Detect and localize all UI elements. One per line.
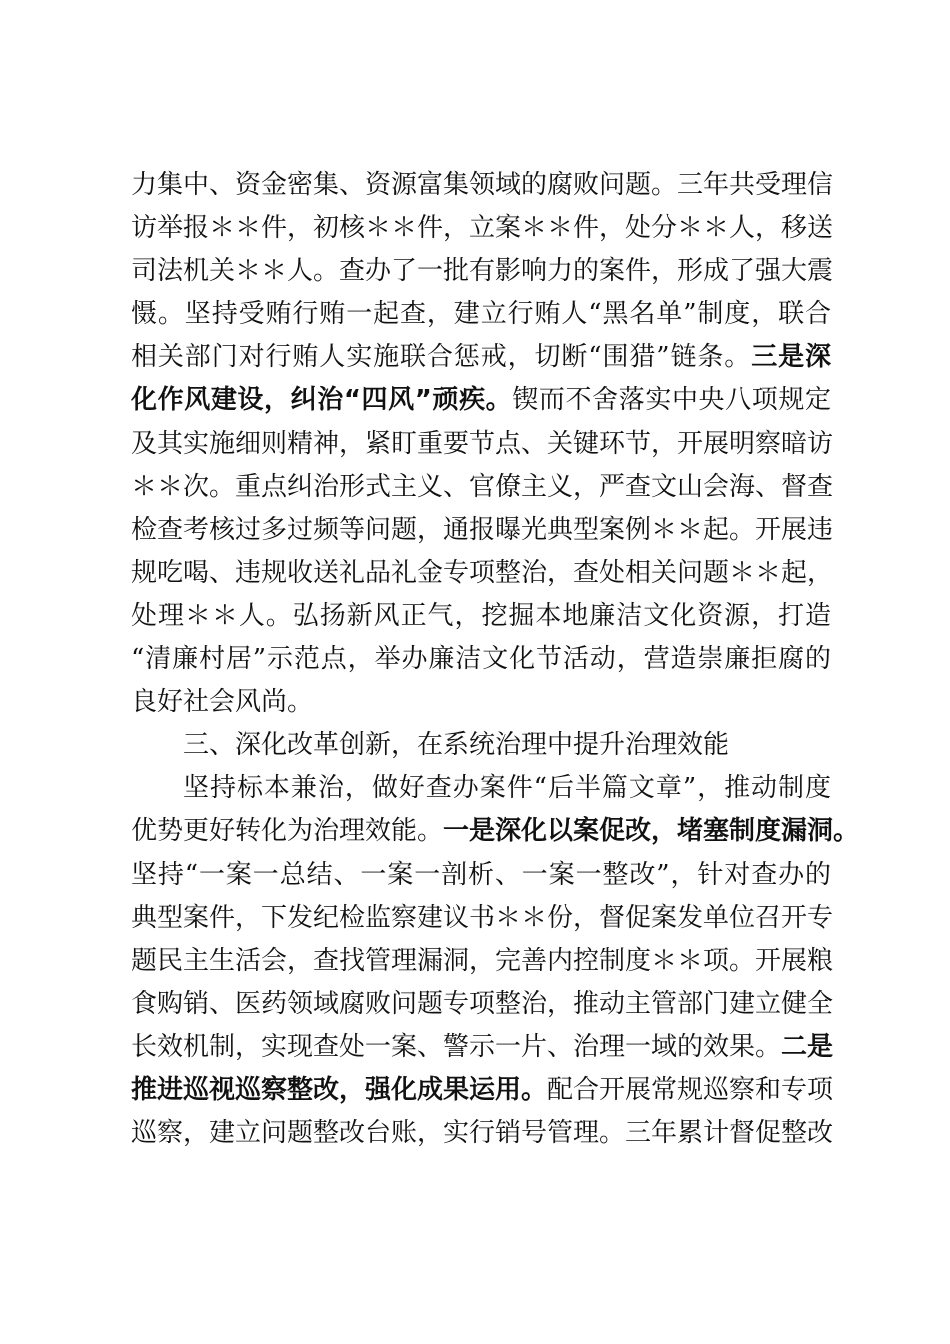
text-line xyxy=(131,250,834,293)
text-line xyxy=(131,379,831,422)
text-run: 慑。坚持受贿行贿一起查，建立行贿人“黑名单”制度，联合 xyxy=(131,299,831,330)
bold-text-run: 化作风建设，纠治“四风”顽疾。 xyxy=(131,385,513,416)
text-line xyxy=(131,1069,834,1112)
text-line xyxy=(131,595,831,638)
heading-text: 三、深化改革创新，在系统治理中提升治理效能 xyxy=(183,730,730,761)
text-run: 访举报＊＊件，初核＊＊件，立案＊＊件，处分＊＊人，移送 xyxy=(131,213,834,244)
text-line xyxy=(131,681,831,724)
text-run: 优势更好转化为治理效能。 xyxy=(131,816,444,847)
section-heading xyxy=(131,724,831,767)
bold-text-run: 二是 xyxy=(781,1031,834,1062)
text-line xyxy=(131,940,834,983)
text-line xyxy=(131,983,834,1026)
text-run: 锲而不舍落实中央八项规定 xyxy=(512,385,831,416)
text-line xyxy=(131,897,834,940)
text-run: “清廉村居”示范点，举办廉洁文化节活动，营造崇廉拒腐的 xyxy=(131,644,831,675)
text-line xyxy=(131,207,834,250)
text-line xyxy=(131,552,834,595)
text-line xyxy=(131,423,834,466)
text-run: 相关部门对行贿人实施联合惩戒，切断“围猎”链条。 xyxy=(131,342,752,373)
text-line xyxy=(131,638,831,681)
text-run: 坚持“一案一总结、一案一剖析、一案一整改”，针对查办的 xyxy=(131,859,831,890)
text-run: 典型案件，下发纪检监察建议书＊＊份，督促案发单位召开专 xyxy=(131,902,834,933)
text-line xyxy=(131,1026,834,1069)
bold-text-run: 推进巡视巡察整改，强化成果运用。 xyxy=(131,1074,548,1105)
text-run: 处理＊＊人。弘扬新风正气，挖掘本地廉洁文化资源，打造 xyxy=(131,600,831,631)
text-run: 力集中、资金密集、资源富集领域的腐败问题。三年共受理信 xyxy=(131,170,834,200)
text-line xyxy=(131,164,834,207)
text-run: 及其实施细则精神，紧盯重要节点、关键环节，开展明察暗访 xyxy=(131,428,834,459)
body-text xyxy=(131,164,860,1155)
text-line xyxy=(131,810,860,853)
bold-text-run: 一是深化以案促改，堵塞制度漏洞。 xyxy=(443,816,860,847)
text-run: 良好社会风尚。 xyxy=(131,687,314,718)
text-run: 配合开展常规巡察和专项 xyxy=(547,1074,834,1105)
text-run: ＊＊次。重点纠治形式主义、官僚主义，严查文山会海、督查 xyxy=(131,471,834,502)
text-run: 检查考核过多过频等问题，通报曝光典型案例＊＊起。开展违 xyxy=(131,514,834,545)
text-line xyxy=(131,466,834,509)
text-line xyxy=(131,1112,834,1155)
text-run: 坚持标本兼治，做好查办案件“后半篇文章”，推动制度 xyxy=(183,773,831,804)
text-run: 巡察，建立问题整改台账，实行销号管理。三年累计督促整改 xyxy=(131,1118,834,1149)
text-run: 规吃喝、违规收送礼品礼金专项整治，查处相关问题＊＊起， xyxy=(131,557,834,588)
text-run: 食购销、医药领域腐败问题专项整治，推动主管部门建立健全 xyxy=(131,988,834,1019)
bold-text-run: 三是深 xyxy=(751,342,831,373)
text-line xyxy=(131,293,831,336)
text-line xyxy=(131,509,834,552)
text-line xyxy=(131,767,831,810)
text-line xyxy=(131,854,831,897)
text-run: 题民主生活会，查找管理漏洞，完善内控制度＊＊项。开展粮 xyxy=(131,945,834,976)
text-run: 司法机关＊＊人。查办了一批有影响力的案件，形成了强大震 xyxy=(131,256,834,287)
text-line xyxy=(131,336,831,379)
text-run: 长效机制，实现查处一案、警示一片、治理一域的效果。 xyxy=(131,1031,782,1062)
